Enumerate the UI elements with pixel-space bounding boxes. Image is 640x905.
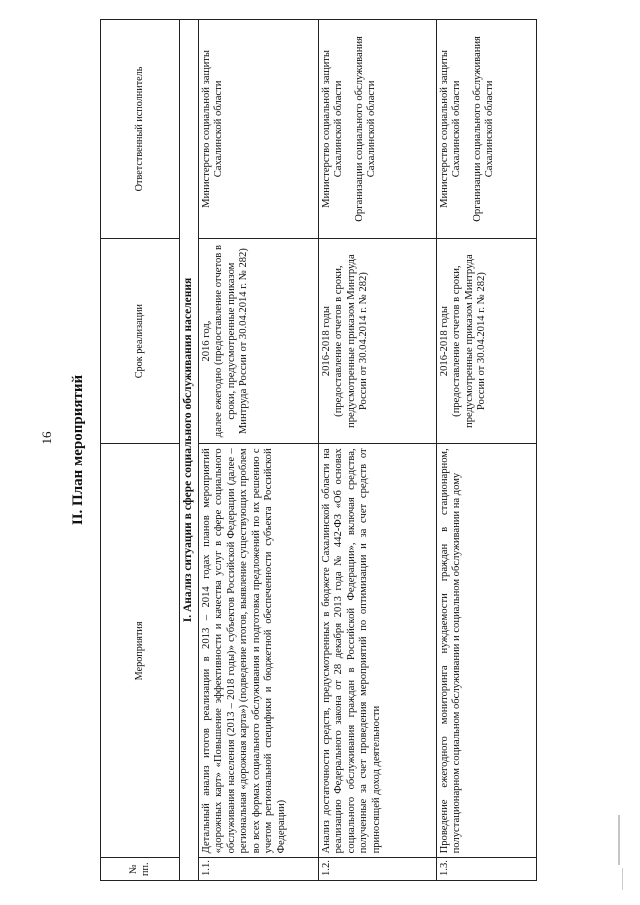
row-term [318,238,436,443]
section-title: II. План мероприятий [70,374,86,526]
row-activity: Детальный анализ итогов реализации в 2013 – 2014 годах планов мероприятий «дорожных карт» «Повышение эффективности и качества услуг в сфере социального обслуживания населения (2013 – 2018 годы)» субъектов Российской Федерации (далее – региональная «дорожная карта») (подведение итогов, выявление существующих проблем во всех формах социального обслуживания и подготовка предложений по их решению с учетом региональной специфики и бюджетной обеспеченности субъекта Российской Федерации) [198,444,318,858]
row-term [198,238,318,443]
row-activity: Проведение ежегодного мониторинга нуждаемости граждан в стационарном, полустационарном социальном обслуживании и социальном обслуживании на дому [436,444,536,858]
row-num: 1.2. [318,858,436,881]
row-executor-primary: Министерство социальной защиты Сахалинской области [200,49,225,208]
header-num: № пп. [101,858,180,881]
rotated-page-content [60,15,590,885]
row-executor-primary: Министерство социальной защиты Сахалинской области [320,49,345,208]
table-row [318,20,436,881]
row-executor-secondary: Организации социального обслуживания Сахалинской области [353,36,378,222]
scan-artifact [622,868,623,890]
row-term-main: 2016-2018 годы [438,306,450,377]
header-term: Срок реализации [101,238,180,443]
row-executor [198,20,318,239]
row-term-main: 2016-2018 годы [320,306,332,377]
table-subheading: I. Анализ ситуации в сфере социального обслуживания населения [180,20,199,881]
page-number: 16 [39,431,54,445]
row-executor [318,20,436,239]
row-term-main: 2016 год, [200,320,212,362]
row-executor-primary: Министерство социальной защиты Сахалинской области [438,49,463,208]
table-row [198,20,318,881]
table-row [436,20,536,881]
scan-artifact [618,815,620,865]
row-term [436,238,536,443]
row-executor-secondary: Организации социального обслуживания Сахалинской области [471,36,496,222]
header-activity: Мероприятия [101,444,180,858]
row-term-detail: (предоставление отчетов в сроки, предусмотренные приказом Минтруда России от 30.04.2014 г. № 282) [333,254,370,428]
row-term-detail: (предоставление отчетов в сроки, предусмотренные приказом Минтруда России от 30.04.2014 г. № 282) [451,254,488,428]
row-num: 1.3. [436,858,536,881]
row-executor [436,20,536,239]
table-subheading-row [180,20,199,881]
row-term-detail: далее ежегодно (предоставление отчетов в сроки, предусмотренные приказом Минтруда России от 30.04.2014 г. № 282) [213,245,250,438]
table-header-row [101,20,180,881]
header-executor: Ответственный исполнитель [101,20,180,239]
row-activity: Анализ достаточности средств, предусмотренных в бюджете Сахалинской области на реализацию Федерального закона от 28 декабря 2013 года № 442-ФЗ «Об основах социального обслуживания граждан в Российской Федерации», включая средства, полученные за счет проведения мероприятий по оптимизации и за счет средств от приносящей доход деятельности [318,444,436,858]
row-num: 1.1. [198,858,318,881]
plan-table [100,19,537,881]
